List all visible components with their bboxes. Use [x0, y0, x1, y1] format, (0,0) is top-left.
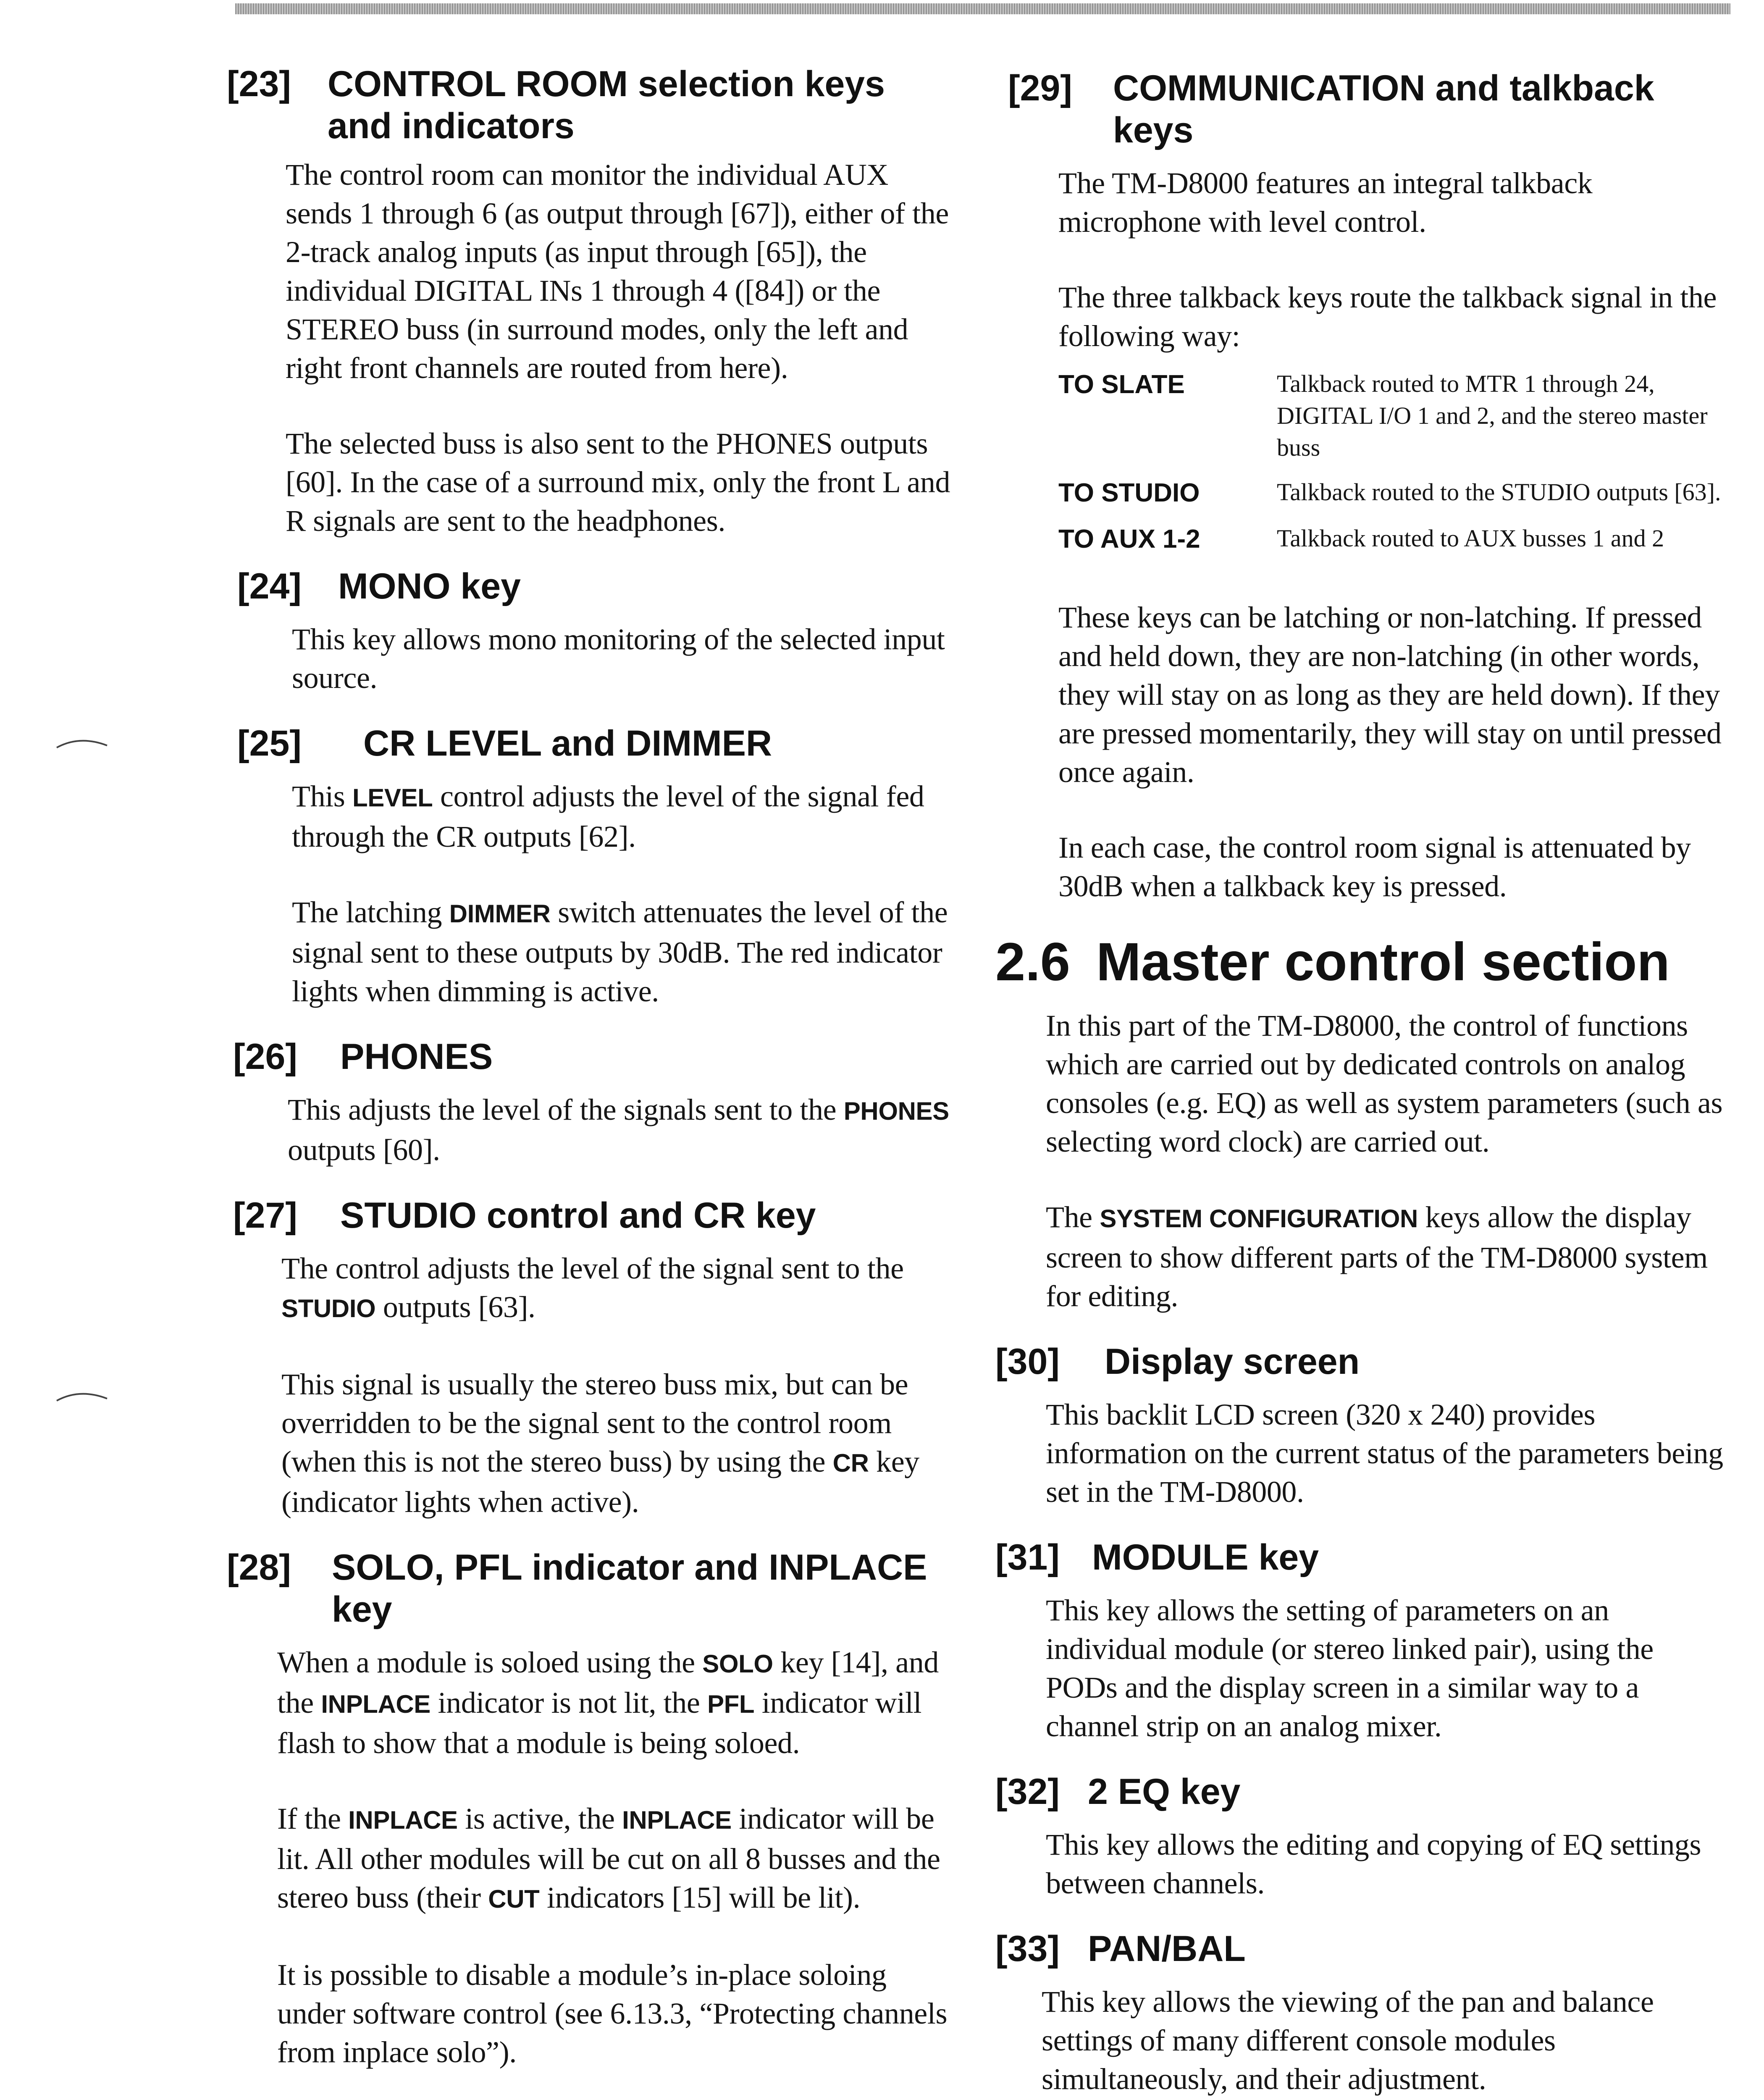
paragraph: It is possible to disable a module’s in-place soloing under software control (see 6.13.3, “Protecting channels from inplace solo”).: [277, 1958, 948, 2069]
text-run: indicators [15] will be lit).: [539, 1881, 861, 1914]
key-name: CUT: [488, 1885, 540, 1913]
text-run: If the: [277, 1802, 349, 1835]
text-run: This adjusts the level of the signals sent to the: [288, 1093, 844, 1126]
text-run: The latching: [292, 895, 449, 929]
paragraph: [292, 777, 958, 856]
section-number: [26]: [233, 1037, 297, 1077]
paragraph: [281, 1249, 958, 1328]
key-name: INPLACE: [321, 1690, 430, 1718]
key-name: STUDIO: [281, 1294, 376, 1323]
chapter-title: Master control section: [1096, 932, 1670, 992]
key-name: SYSTEM CONFIGURATION: [1100, 1205, 1418, 1233]
text-run: This: [292, 780, 353, 813]
section-number: [29]: [1008, 68, 1072, 108]
section-heading: [983, 1928, 1730, 1970]
section-number: [30]: [995, 1341, 1060, 1382]
key-name: INPLACE: [622, 1806, 732, 1834]
paragraph: [1046, 1198, 1730, 1315]
paragraph: [288, 1090, 958, 1169]
section-heading: [983, 1536, 1730, 1578]
section-heading: [983, 1771, 1730, 1813]
scan-edge-bar: [235, 3, 1730, 14]
paragraph: This key allows mono monitoring of the selected input source.: [292, 622, 945, 695]
key-name: DIMMER: [449, 900, 551, 928]
text-run: key (indicator lights when active).: [281, 1445, 919, 1519]
table-row: [1058, 368, 1730, 464]
text-run: indicator is not lit, the: [430, 1686, 708, 1719]
text-run: is active, the: [457, 1802, 622, 1835]
section-title: CONTROL ROOM selection keys and indicators: [328, 64, 885, 146]
section-title: STUDIO control and CR key: [340, 1195, 816, 1236]
section-33: [983, 1928, 1730, 2098]
text-run: This signal is usually the stereo buss mix, but can be overridden to be the signal sent to the control room (when this is not the stereo buss) by using the: [281, 1368, 908, 1478]
paragraph: The three talkback keys route the talkback signal in the following way:: [1058, 281, 1717, 353]
section-number: [32]: [995, 1772, 1060, 1812]
chapter-heading: [983, 931, 1730, 994]
paragraph: The selected buss is also sent to the PHONES outputs [60]. In the case of a surround mix, only the front L and R signals are sent to the headphones.: [286, 427, 950, 538]
section-number: [31]: [995, 1537, 1060, 1578]
section-title: Display screen: [1105, 1341, 1360, 1382]
paragraph: This key allows the editing and copying of EQ settings between channels.: [1046, 1828, 1701, 1900]
section-30: [983, 1341, 1730, 1511]
talkback-key-description: Talkback routed to AUX busses 1 and 2: [1277, 525, 1664, 552]
paragraph: This backlit LCD screen (320 x 240) provides information on the current status of the parameters being set in the TM-D8000.: [1046, 1398, 1723, 1509]
text-run: indicator will flash to show that a module is being soloed.: [277, 1686, 922, 1760]
section-2-6: [983, 931, 1730, 1315]
text-run: When a module is soloed using the: [277, 1646, 703, 1679]
key-name: INPLACE: [348, 1806, 458, 1834]
section-title: SOLO, PFL indicator and INPLACE key: [332, 1547, 927, 1630]
section-number: [33]: [995, 1929, 1060, 1969]
section-title: MODULE key: [1092, 1537, 1319, 1578]
paragraph: [277, 1643, 958, 1762]
talkback-key-label: TO AUX 1-2: [1058, 525, 1200, 554]
section-heading: [227, 1546, 958, 1630]
section-number: [28]: [227, 1547, 291, 1588]
paragraph: [292, 893, 958, 1011]
section-title: MONO key: [338, 566, 521, 606]
section-heading: [227, 63, 958, 147]
text-run: control adjusts the level of the signal fed through the CR outputs [62].: [292, 780, 924, 853]
section-title: PAN/BAL: [1088, 1929, 1246, 1969]
section-heading: [227, 1036, 958, 1078]
talkback-key-label: TO SLATE: [1058, 370, 1185, 399]
table-row: [1058, 464, 1730, 510]
text-run: switch attenuates the level of the signal sent to these outputs by 30dB. The red indicator lights when dimming is active.: [292, 895, 948, 1008]
right-column: [983, 67, 1730, 2098]
paragraph: This key allows the setting of parameters on an individual module (or stereo linked pair), using the PODs and the display screen in a similar way to a channel strip on an analog mixer.: [1046, 1593, 1654, 1743]
text-run: outputs [60].: [288, 1133, 440, 1167]
section-heading: [227, 565, 958, 607]
section-23: [227, 63, 958, 540]
talkback-key-label: TO STUDIO: [1058, 478, 1200, 507]
paragraph: These keys can be latching or non-latching. If pressed and held down, they are non-latching (in other words, they will stay on as long as they are held down). If they are pressed momentarily, they will stay on until pressed once again.: [1058, 601, 1722, 789]
key-name: LEVEL: [352, 784, 433, 812]
text-run: The control adjusts the level of the signal sent to the: [281, 1252, 904, 1285]
key-name: SOLO: [702, 1650, 773, 1678]
table-row: [1058, 510, 1730, 556]
section-24: [227, 565, 958, 697]
section-title: CR LEVEL and DIMMER: [363, 723, 772, 764]
text-run: keys allow the display screen to show different parts of the TM-D8000 system for editing.: [1046, 1200, 1708, 1313]
section-29: [983, 67, 1730, 906]
talkback-key-description: Talkback routed to the STUDIO outputs [63].: [1277, 478, 1721, 506]
paragraph: This key allows the viewing of the pan and balance settings of many different console modules simultaneously, and their adjustment.: [1042, 1985, 1654, 2096]
paragraph: [277, 1799, 958, 1919]
paragraph: The control room can monitor the individual AUX sends 1 through 6 (as output through [67]), either of the 2-track analog inputs (as input through [65]), the individual DIGITAL INs 1 through 4 ([84]) or the STEREO buss (in surround modes, only the left and right front channels are routed from here).: [286, 158, 949, 385]
section-heading: [983, 1341, 1730, 1383]
section-number: [25]: [237, 723, 302, 764]
section-heading: [227, 1194, 958, 1236]
paragraph: In this part of the TM-D8000, the control of functions which are carried out by dedicated controls on analog consoles (e.g. EQ) as well as system parameters (such as selecting word clock) are carried out.: [1046, 1009, 1723, 1158]
text-run: outputs [63].: [375, 1290, 536, 1324]
paragraph: The TM-D8000 features an integral talkback microphone with level control.: [1058, 166, 1593, 239]
section-title: PHONES: [340, 1037, 493, 1077]
section-heading: [983, 67, 1730, 151]
text-run: indicator will be lit. All other modules will be cut on all 8 busses and the stereo buss (their: [277, 1802, 940, 1914]
section-number: [23]: [227, 64, 291, 104]
key-name: CR: [832, 1449, 869, 1477]
section-32: [983, 1771, 1730, 1903]
left-column: [227, 63, 958, 2071]
chapter-number: 2.6: [995, 932, 1070, 992]
talkback-key-description: Talkback routed to MTR 1 through 24, DIGITAL I/O 1 and 2, and the stereo master buss: [1277, 370, 1708, 461]
paragraph: In each case, the control room signal is attenuated by 30dB when a talkback key is pressed.: [1058, 831, 1691, 903]
talkback-table: [1058, 368, 1730, 556]
text-run: The: [1046, 1200, 1100, 1234]
section-27: [227, 1194, 958, 1521]
section-number: [27]: [233, 1195, 297, 1236]
margin-mark: [55, 737, 109, 750]
key-name: PFL: [707, 1690, 755, 1718]
section-number: [24]: [237, 566, 302, 606]
section-heading: [227, 722, 958, 764]
margin-mark: [55, 1390, 109, 1403]
section-title: 2 EQ key: [1088, 1772, 1241, 1812]
paragraph: [281, 1365, 958, 1521]
section-25: [227, 722, 958, 1011]
section-26: [227, 1036, 958, 1169]
section-title: COMMUNICATION and talkback keys: [1113, 68, 1654, 150]
section-31: [983, 1536, 1730, 1746]
text-run: key [14], and the: [277, 1646, 939, 1719]
section-28: [227, 1546, 958, 2071]
key-name: PHONES: [843, 1097, 949, 1125]
